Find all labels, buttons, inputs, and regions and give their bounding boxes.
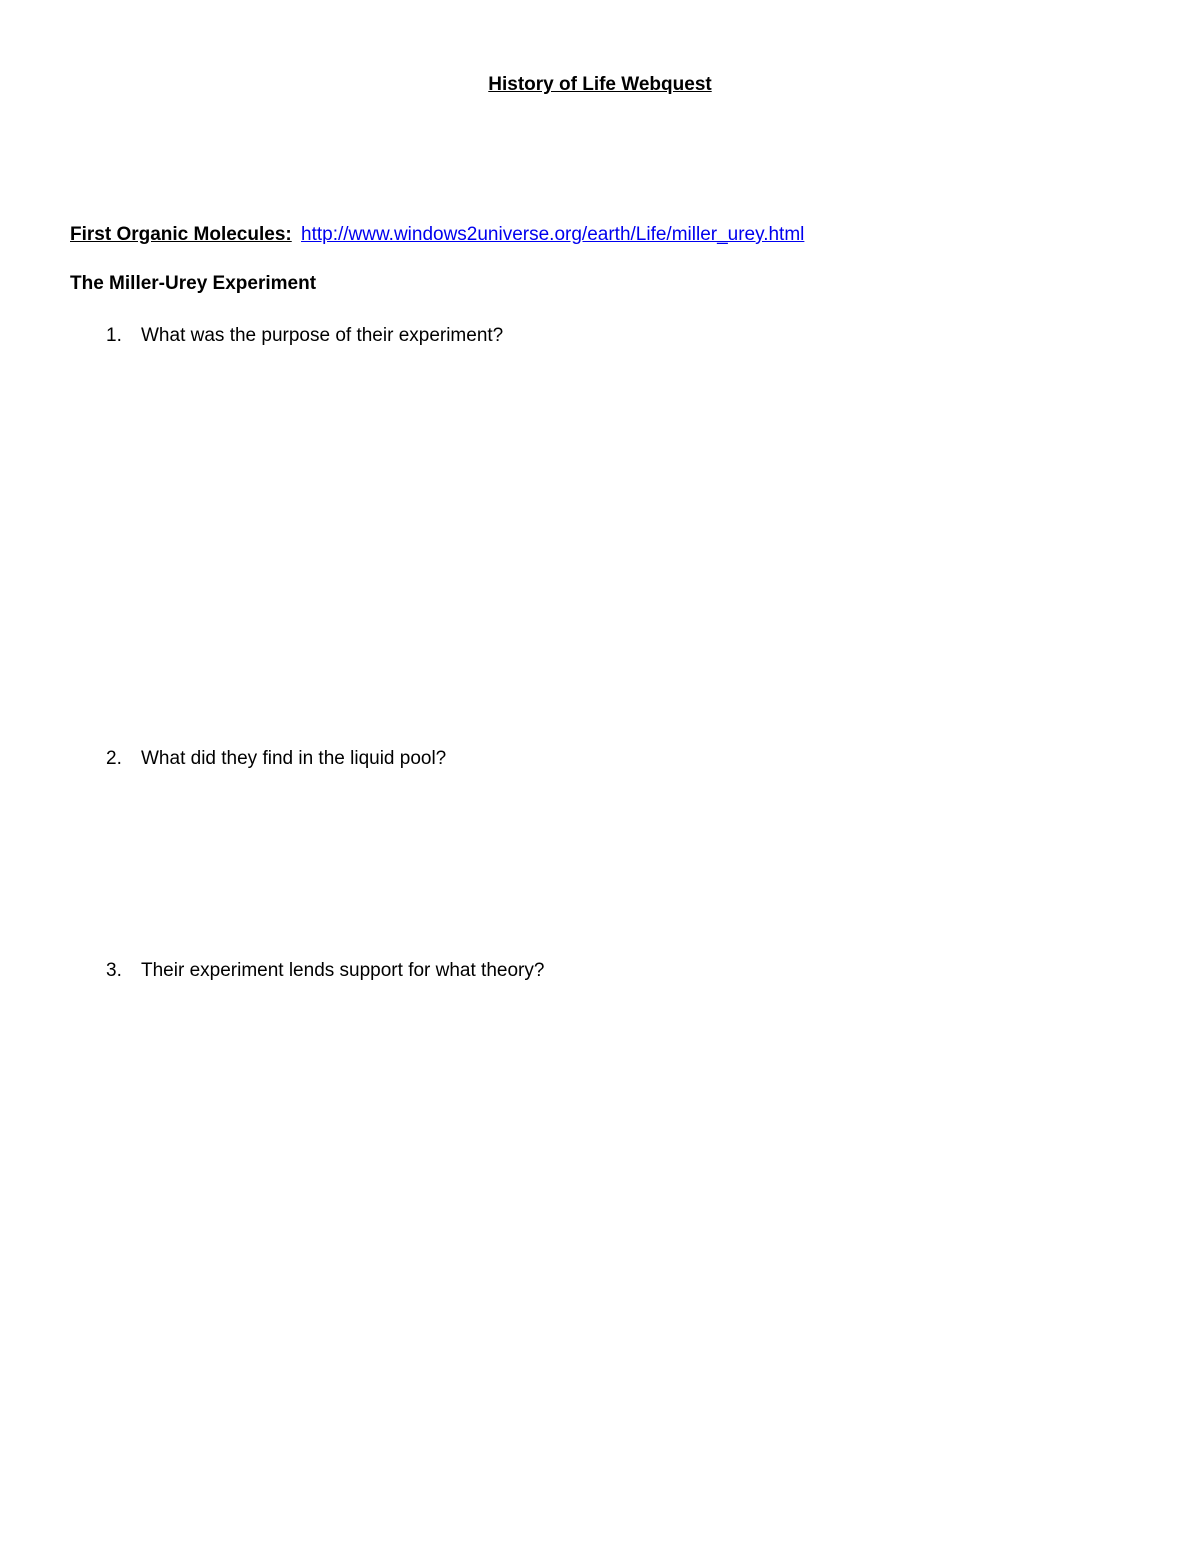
question-number: 2. — [106, 748, 122, 769]
question-text: What did they find in the liquid pool? — [141, 748, 447, 769]
source-line — [70, 222, 804, 248]
question-item — [106, 746, 446, 772]
question-text: What was the purpose of their experiment? — [141, 325, 504, 346]
page-title: History of Life Webquest — [488, 74, 712, 95]
question-item — [106, 958, 544, 984]
question-number: 1. — [106, 325, 122, 346]
question-item — [106, 323, 503, 349]
source-link[interactable]: http://www.windows2universe.org/earth/Life/miller_urey.html — [301, 224, 805, 245]
source-label: First Organic Molecules: — [70, 224, 292, 245]
question-text: Their experiment lends support for what theory? — [141, 960, 545, 981]
section-heading: The Miller-Urey Experiment — [70, 273, 317, 294]
question-number: 3. — [106, 960, 122, 981]
